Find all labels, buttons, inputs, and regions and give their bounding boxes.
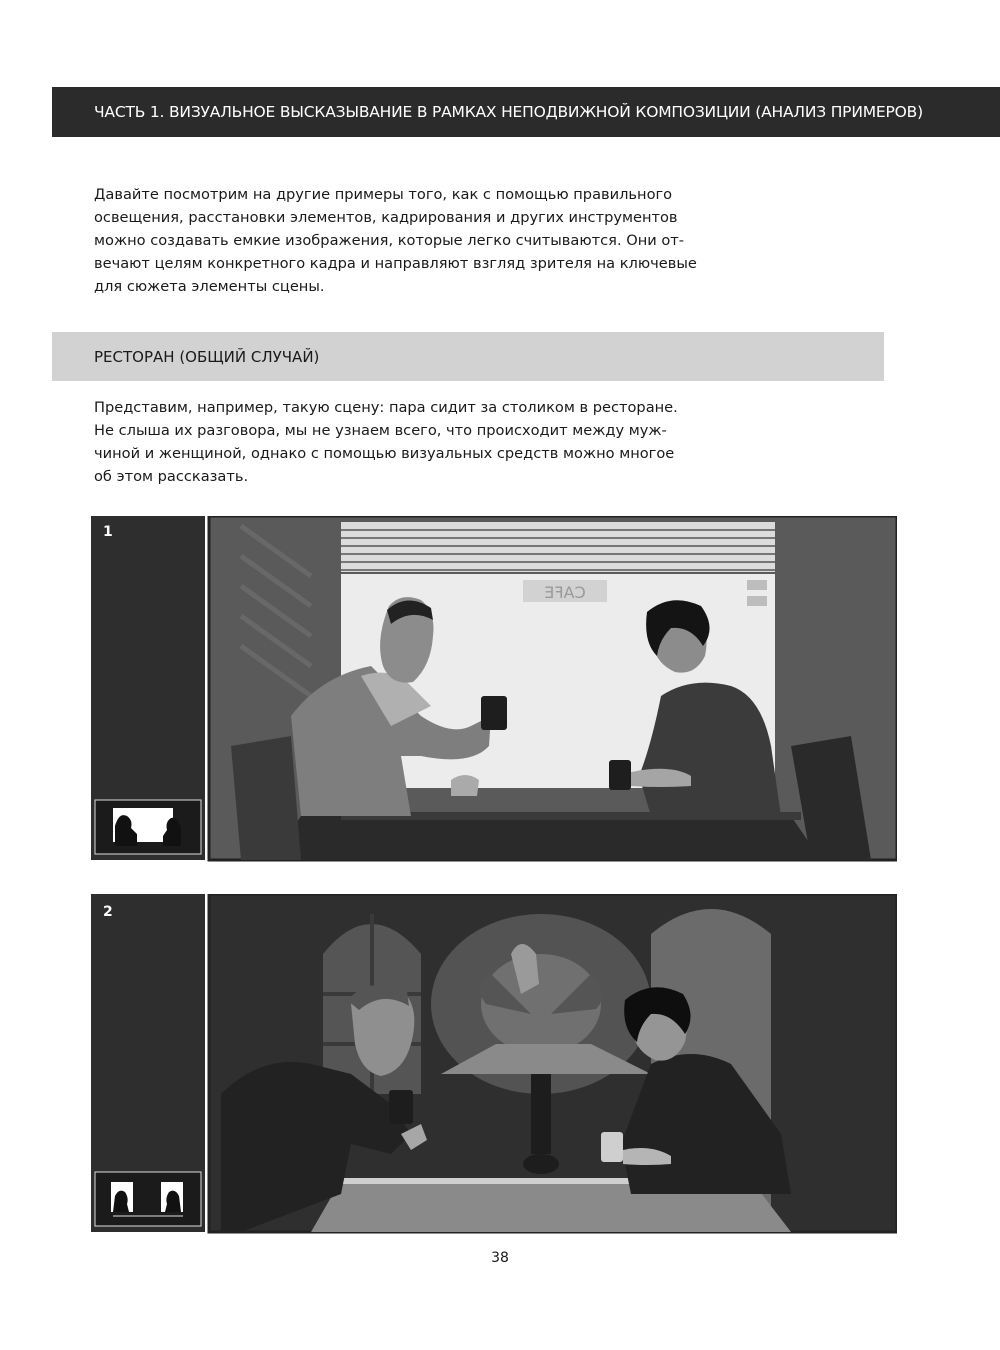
intro-paragraph bbox=[94, 183, 697, 298]
panel-2-thumbnail bbox=[95, 1172, 201, 1226]
intro-line: освещения, расстановки элементов, кадрирования и других инструментов bbox=[94, 209, 678, 226]
chapter-title: ЧАСТЬ 1. ВИЗУАЛЬНОЕ ВЫСКАЗЫВАНИЕ В РАМКАХ НЕПОДВИЖНОЙ КОМПОЗИЦИИ (АНАЛИЗ ПРИМЕРОВ) bbox=[94, 103, 923, 121]
chapter-header bbox=[52, 87, 1000, 137]
section-line: об этом рассказать. bbox=[94, 468, 249, 485]
section-line: Представим, например, такую сцену: пара сидит за столиком в ресторане. bbox=[94, 399, 678, 416]
storyboard-panel-2 bbox=[91, 894, 897, 1234]
page-number: 38 bbox=[491, 1250, 509, 1266]
intro-line: для сюжета элементы сцены. bbox=[94, 278, 325, 295]
window-blinds bbox=[341, 522, 775, 572]
section-paragraph bbox=[94, 396, 694, 488]
intro-line: вечают целям конкретного кадра и направляют взгляд зрителя на ключевые bbox=[94, 255, 697, 272]
intro-line: Давайте посмотрим на другие примеры того, как с помощью правильного bbox=[94, 186, 673, 203]
cafe-sign-text: CAFE bbox=[544, 583, 586, 602]
section-line: Не слыша их разговора, мы не узнаем всего, что происходит между муж- bbox=[94, 422, 667, 439]
table bbox=[271, 816, 821, 860]
storyboard-panel-1 bbox=[91, 516, 897, 862]
intro-line: можно создавать емкие изображения, которые легко считываются. Они от- bbox=[94, 232, 685, 249]
panel-1-number: 1 bbox=[103, 524, 113, 540]
mug-icon bbox=[481, 696, 507, 730]
section-line: чиной и женщиной, однако с помощью визуальных средств можно многое bbox=[94, 445, 675, 462]
panel-2-number: 2 bbox=[103, 904, 113, 920]
panel-2-illustration bbox=[91, 894, 897, 1234]
panel-1-thumbnail bbox=[95, 800, 201, 854]
section-title: РЕСТОРАН (ОБЩИЙ СЛУЧАЙ) bbox=[94, 347, 320, 366]
panel-1-illustration bbox=[91, 516, 897, 862]
section-header bbox=[52, 332, 884, 381]
